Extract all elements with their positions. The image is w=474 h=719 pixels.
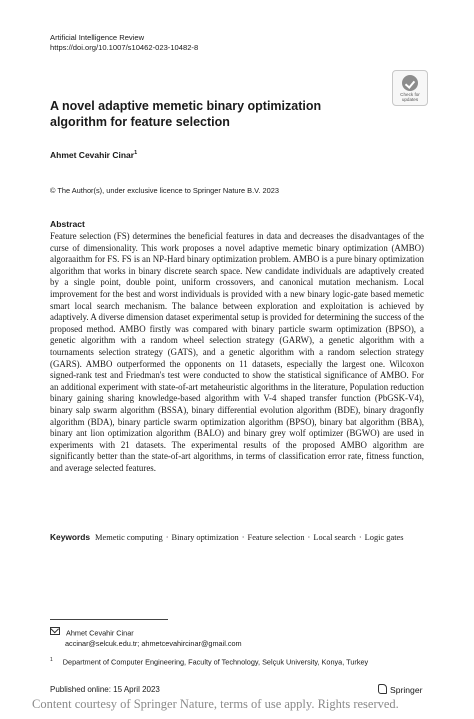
correspondent-name: Ahmet Cevahir Cinar	[66, 628, 134, 638]
courtesy-watermark: Content courtesy of Springer Nature, terms of use apply. Rights reserved.	[32, 697, 399, 711]
journal-name: Artificial Intelligence Review	[50, 33, 145, 42]
keyword: Memetic computing	[95, 533, 163, 542]
journal-header	[50, 33, 198, 53]
affiliation-text: Department of Computer Engineering, Faculty of Technology, Selçuk University, Konya, Turkey	[62, 657, 369, 667]
publisher-logo	[378, 684, 422, 695]
mail-icon	[50, 627, 60, 635]
check-updates-icon	[402, 75, 418, 91]
springer-horse-icon	[378, 684, 387, 694]
correspondent-emails[interactable]: accinar@selcuk.edu.tr; ahmetcevahircinar@gmail.com	[65, 638, 242, 648]
check-updates-line2: updates	[401, 96, 419, 102]
abstract-heading: Abstract	[50, 219, 85, 229]
keyword-separator: ·	[358, 533, 362, 542]
copyright-notice: © The Author(s), under exclusive licence to Springer Nature B.V. 2023	[50, 186, 279, 195]
abstract-text: Feature selection (FS) determines the beneficial features in data and decreases the disadvantages of the curse of dimensionality. This work proposes a novel adaptive memetic binary optimization (AMBO) algoraaithm for FS. FS is an NP-Hard binary optimization problem. AMBO is a pure binary optimization algorithm that works in binary discrete search space. New candidate individuals are adaptively created by a single point, double point, uniform crossovers, and canonical mutation mechanism. Local improvement for the best and worst individuals is provided with a new binary logic-gate based memetic smart local search mechanism. The balance between exploration and exploitation is achieved by adaptively. A diverse dimension dataset experimental setup is provided for determining the success of the proposed method. AMBO firstly was compared with binary particle swarm optimization (BPSO), a genetic algorithm with a random wheel selection strategy (GARW), a genetic algorithm with a tournaments selection strategy (GATS), and a genetic algorithm with a random selection strategy (GARS). AMBO outperformed the opponents on 11 datasets, especially the largest one. Wilcoxon signed-rank test and Friedman's test were conducted to show the statistical significance of AMBO. For an additional experiment with state-of-art metaheuristic algorithms in the literature, Population reduction binary gaining sharing knowledge-based algorithm with V-4 shaped transfer function (PbGSK-V4), binary salp swarm algorithm (BSSA), binary differential evolution algorithm (BDE), binary dragonfly algorithm (BDA), binary particle swarm optimization algorithm (BPSO), binary bat algorithm (BBA), binary ant lion optimization algorithm (BALO) and binary grey wolf optimizer (BGWO) are used in experiments with 21 datasets. The experimental results of the proposed AMBO algorithm are significantly better than the state-of-art algorithms, in terms of classification error rate, fitness function, and average selected features.	[50, 231, 424, 473]
keyword: Logic gates	[364, 533, 404, 542]
author-name[interactable]: Ahmet Cevahir Cinar	[50, 150, 135, 160]
keyword-separator: ·	[165, 533, 169, 542]
check-for-updates-badge[interactable]	[392, 70, 428, 106]
correspondence-block	[50, 627, 242, 649]
footnote-divider	[50, 619, 168, 620]
keywords-heading: Keywords	[50, 532, 91, 542]
publisher-name: Springer	[390, 685, 423, 695]
affiliation-footnote	[50, 657, 368, 666]
keyword-separator: ·	[307, 533, 311, 542]
keyword: Local search	[313, 533, 356, 542]
published-date: Published online: 15 April 2023	[50, 685, 160, 694]
keyword-separator: ·	[241, 533, 245, 542]
keyword: Binary optimization	[171, 533, 239, 542]
affiliation-mark: 1	[50, 657, 53, 663]
keywords-section	[50, 531, 424, 544]
doi-link[interactable]: https://doi.org/10.1007/s10462-023-10482-8	[50, 43, 199, 52]
author-line	[50, 150, 137, 160]
keyword: Feature selection	[247, 533, 305, 542]
paper-title: A novel adaptive memetic binary optimization algorithm for feature selection	[50, 99, 322, 129]
check-updates-line1: Check for	[400, 91, 420, 97]
author-affiliation-mark: 1	[134, 150, 138, 157]
